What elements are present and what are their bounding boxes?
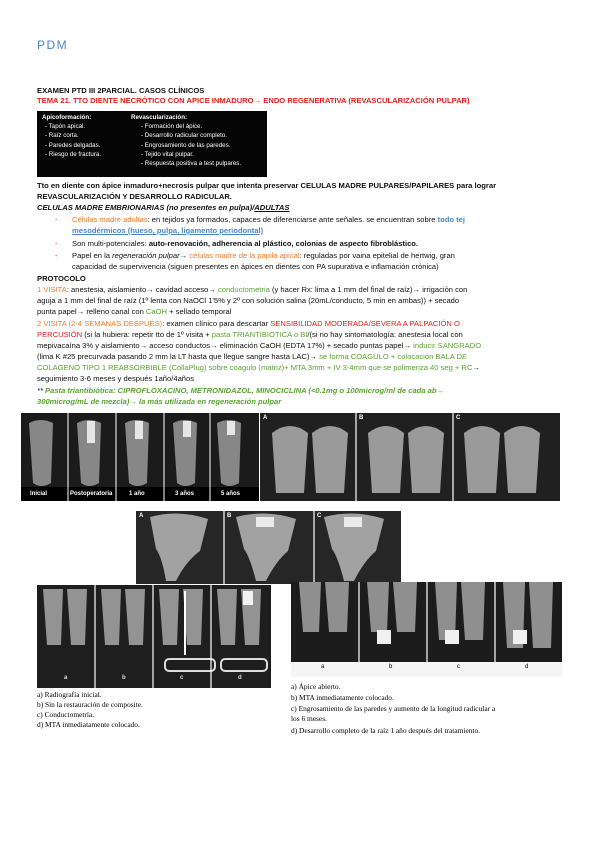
visit1-line-2: aguja a 1 mm del final de raíz (1º lenta con NaOCl 1'5% y 2º con solución salina (20mL/conducto, 5 min en ambas)) + secado	[37, 296, 460, 305]
bullet-dash: -	[55, 251, 58, 260]
intro-line-2: REVASCULARIZACIÓN Y DESARROLLO RADICULAR.	[37, 192, 232, 201]
caption-right: d) Desarrollo completo de la raíz 1 año después del tratamiento.	[291, 726, 481, 735]
xray-label: A	[139, 513, 144, 519]
xray-label: a	[64, 675, 68, 681]
visit2-line-3: mepivacaína 3% y aislamiento→ acceso conductos→ eliminación CaOH (EDTA 17%) + secado puntas papel→ inducir SANGRADO	[37, 341, 482, 350]
revascularizacion-column	[131, 113, 241, 168]
xray-label: 1 año	[129, 491, 145, 497]
bullet-regeneration-cont: capacidad de supervivencia (siguen presentes en ápices en dientes con PA supurativa e inflamación crónica)	[72, 262, 439, 271]
apicoformacion-column	[42, 113, 101, 159]
bullet-adult-cells: Células madre adultas: en tejidos ya formados, capaces de diferenciarse ante señales. se encuentran sobre todo tej	[72, 215, 465, 224]
note-line-2: 300microg/mL de mezcla)→ la más utilizada en regeneración pulpar	[37, 397, 282, 406]
apicoformacion-item: - Riesgo de fractura.	[45, 150, 102, 158]
xray-label: C	[317, 513, 322, 519]
visit2-line-6: seguimiento 3-6 meses y después 1año/4años	[37, 374, 195, 383]
xray-series-abc-middle	[136, 511, 401, 584]
xray-label: Inicial	[30, 491, 48, 497]
caption-right: a) Ápice abierto.	[291, 682, 341, 691]
revascularizacion-item: - Tejido vital pulpar.	[141, 150, 194, 158]
bullet-multipotential: Son multi-potenciales: auto-renovación, adherencia al plástico, colonias de aspecto fibroblástico.	[72, 239, 419, 248]
visit1-line-1: 1 VISITA: anestesia, aislamiento→ cavidad acceso→ conductometria (y hacer Rx: lima a 1 mm del final de raíz)→ irrigación con	[37, 285, 468, 294]
xray-series-abcd-right	[291, 582, 562, 677]
caption-left: b) Sin la restauración de composite.	[37, 700, 143, 709]
xray-label: c	[457, 664, 460, 670]
xray-label: c	[180, 675, 184, 681]
xray-label: b	[389, 664, 393, 670]
page-header-pdm: PDM	[37, 38, 69, 52]
caption-left: d) MTA inmediatamente colocado.	[37, 720, 140, 729]
stem-cells-adult: ADULTAS	[254, 203, 290, 212]
revascularizacion-item: - Formación del ápice.	[141, 123, 203, 131]
visit2-line-5: COLAGENO TIPO 1 REABSORBIBLE (CollaPlug) sobre coagulo (matriz)+ MTA 3mm + IV 3-4mm que se polimeriza 40 seg + RC→	[37, 363, 481, 372]
caption-right: c) Engrosamiento de las paredes y aumento de la longitud radicular a	[291, 704, 496, 713]
intro-line-1: Tto en diente con ápice inmaduro+necrosis pulpar que intenta preservar CELULAS MADRE PULPARES/PAPILARES para lograr	[37, 181, 497, 190]
stem-cells-embryonic: CELULAS MADRE EMBRIONARIAS (no presentes en pulpa)/	[37, 203, 255, 212]
xray-label: 3 años	[175, 491, 195, 497]
xray-label: d	[525, 664, 529, 670]
apicoformacion-item: - Raíz corta.	[45, 132, 79, 140]
apicoformacion-title: Apicoformación:	[42, 114, 92, 121]
visit2-line-4: (lima K #25 precurvada pasando 2 mm la LT hasta que llegue sangre hasta LAC)→ se forma COAGULO + colocación BALA DE	[37, 352, 468, 361]
visit1-line-3: punta papel→ relleno canal con CaOH + sellado temporal	[37, 307, 232, 316]
comparison-box	[37, 111, 267, 177]
revascularizacion-item: - Desarrollo radicular completo.	[141, 132, 227, 140]
bullet-regeneration: Papel en la regeneración pulpar→ células madre de la papila apical: reguladas por vaina epitelial de hertwig, gran	[72, 251, 455, 260]
exam-title: EXAMEN PTD III 2PARCIAL. CASOS CLÍNICOS	[37, 86, 205, 95]
note-line-1: ** Pasta triantibiótica: CIPROFLOXACINO, METRONIDAZOL, MINOCICLINA (<0.1mg o 100microg/ml de cada ab→	[37, 386, 445, 395]
caption-right: los 6 meses.	[291, 714, 327, 723]
xray-label: 5 años	[221, 491, 241, 497]
intro-line-3	[37, 203, 565, 213]
xray-label: B	[227, 513, 232, 519]
protocolo-title: PROTOCOLO	[37, 274, 86, 283]
bullet-dash: -	[55, 215, 58, 224]
visit2-line-2: PERCUSIÓN (si la hubiera: repetir tto de 1º visita + pasta TRIANTIBIOTICA o BI/(si no hay sintomatología: anestesia local con	[37, 330, 463, 339]
xray-label: A	[263, 415, 268, 421]
revascularizacion-title: Revascularización:	[131, 114, 188, 121]
apicoformacion-item: - Tapón apical.	[45, 123, 86, 131]
bullet-dash: -	[55, 239, 58, 248]
apicoformacion-item: - Paredes delgadas.	[45, 141, 101, 149]
caption-right: b) MTA inmediatamente colocado.	[291, 693, 394, 702]
caption-left: a) Radiografía inicial.	[37, 690, 102, 699]
xray-label: C	[456, 415, 461, 421]
topic-title: TEMA 21. TTO DIENTE NECRÓTICO CON APICE INMADURO→ ENDO REGENERATIVA (REVASCULARIZACIÓN PULPAR)	[37, 96, 470, 105]
xray-series-5-panels	[21, 413, 259, 501]
xray-label: B	[359, 415, 364, 421]
visit2-line-1: 2 VISITA (2-4 SEMANAS DESPUÉS): examen clínico para descartar SENSIBILIDAD MODERADA/SEVERA A PALPACIÓN O	[37, 319, 460, 328]
xray-label: Postoperatoria	[70, 491, 113, 497]
xray-label: b	[122, 675, 126, 681]
xray-label: a	[321, 664, 325, 670]
revascularizacion-item: - Respuesta positiva a test pulpares.	[141, 160, 242, 168]
xray-series-abc-top	[260, 413, 560, 501]
revascularizacion-item: - Engrosamiento de las paredes.	[141, 141, 231, 149]
caption-left: c) Conductometría.	[37, 710, 95, 719]
xray-label: d	[238, 675, 242, 681]
xray-series-abcd-left	[37, 585, 271, 688]
bullet-adult-cells-cont: mesodérmicos (hueso, pulpa, ligamento periodontal)	[72, 226, 264, 235]
